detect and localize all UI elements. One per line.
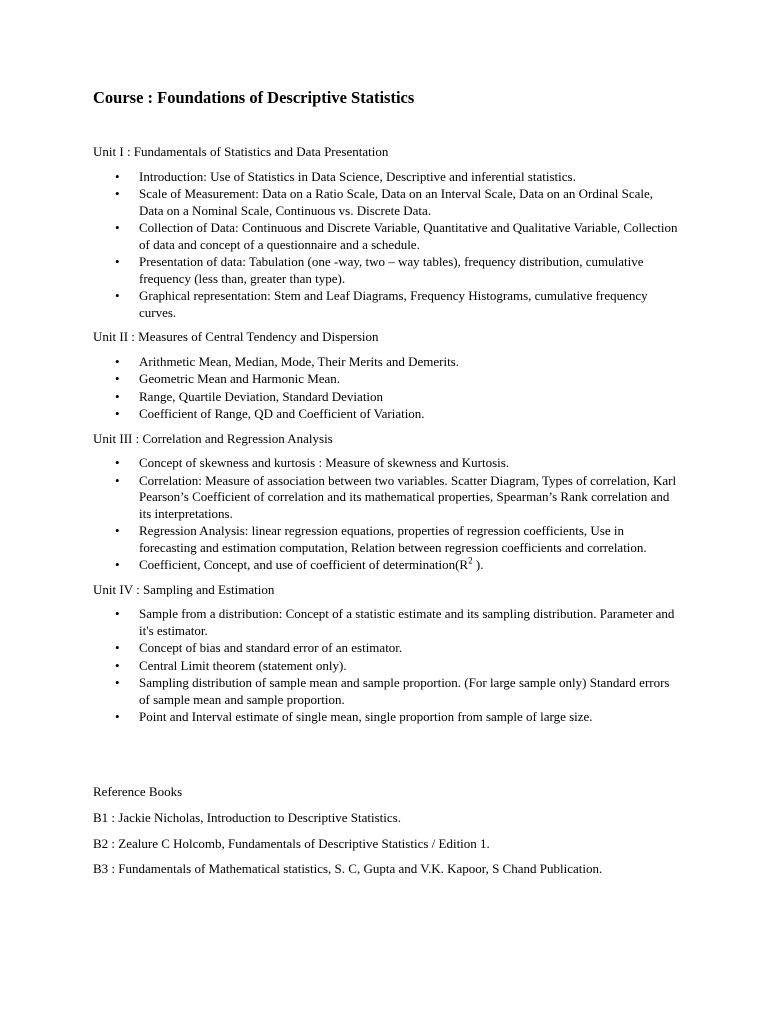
topic-item: • Arithmetic Mean, Median, Mode, Their Merits and Demerits.: [93, 354, 678, 371]
unit-topic-list: [93, 169, 678, 322]
topic-item: • Correlation: Measure of association between two variables. Scatter Diagram, Types of correlation, Karl Pearson’s Coefficient of correlation and its mathematical properties, Spearman’s Rank correlation and its interpretations.: [93, 473, 678, 523]
reference-books: [93, 784, 678, 878]
reference-item: B2 : Zealure C Holcomb, Fundamentals of Descriptive Statistics / Edition 1.: [93, 835, 490, 851]
unit-topic-list: [93, 606, 678, 726]
reference-item: B1 : Jackie Nicholas, Introduction to Descriptive Statistics.: [93, 810, 401, 825]
unit-heading: Unit I : Fundamentals of Statistics and Data Presentation: [93, 144, 389, 159]
unit-heading: Unit IV : Sampling and Estimation: [93, 581, 275, 597]
course-title: Course : Foundations of Descriptive Statistics: [93, 88, 415, 107]
reference-item: B3 : Fundamentals of Mathematical statistics, S. C, Gupta and V.K. Kapoor, S Chand Publication.: [93, 861, 603, 876]
topic-item: • Collection of Data: Continuous and Discrete Variable, Quantitative and Qualitative Variable, Collection of data and concept of a questionnaire and a schedule.: [93, 220, 678, 253]
topic-item: • Coefficient of Range, QD and Coefficient of Variation.: [93, 406, 678, 423]
superscript: 2: [468, 555, 473, 566]
topic-item: • Range, Quartile Deviation, Standard Deviation: [93, 389, 678, 406]
unit-1: [93, 144, 678, 321]
unit-topic-list: [93, 455, 678, 574]
topic-item: • Concept of skewness and kurtosis : Measure of skewness and Kurtosis.: [93, 455, 678, 472]
unit-2: [93, 329, 678, 423]
topic-item: • Presentation of data: Tabulation (one -way, two – way tables), frequency distribution, cumulative frequency (less than, greater than type).: [93, 254, 678, 287]
topic-item: • Scale of Measurement: Data on a Ratio Scale, Data on an Interval Scale, Data on an Ordinal Scale, Data on a Nominal Scale, Continuous vs. Discrete Data.: [93, 186, 678, 219]
topic-item: • Geometric Mean and Harmonic Mean.: [93, 371, 678, 388]
topic-item: • Introduction: Use of Statistics in Data Science, Descriptive and inferential statistics.: [93, 169, 678, 186]
unit-topic-list: [93, 354, 678, 423]
topic-item: • Sample from a distribution: Concept of a statistic estimate and its sampling distribution. Parameter and it's estimator.: [93, 606, 678, 639]
unit-heading: Unit II : Measures of Central Tendency and Dispersion: [93, 329, 379, 344]
unit-3: [93, 431, 678, 574]
unit-heading: Unit III : Correlation and Regression Analysis: [93, 430, 333, 446]
topic-item: [93, 557, 678, 574]
topic-item: • Graphical representation: Stem and Leaf Diagrams, Frequency Histograms, cumulative frequency curves.: [93, 288, 678, 321]
reference-heading: Reference Books: [93, 783, 183, 799]
topic-item: • Concept of bias and standard error of an estimator.: [93, 640, 678, 657]
topic-item: • Point and Interval estimate of single mean, single proportion from sample of large size.: [93, 709, 678, 726]
topic-item: • Sampling distribution of sample mean and sample proportion. (For large sample only) Standard errors of sample mean and sample proportion.: [93, 675, 678, 708]
topic-item: • Central Limit theorem (statement only).: [93, 658, 678, 675]
topic-text: Coefficient, Concept, and use of coefficient of determination(R: [139, 557, 469, 572]
unit-4: [93, 582, 678, 726]
topic-text: ).: [472, 557, 484, 572]
topic-item: • Regression Analysis: linear regression equations, properties of regression coefficients, Use in forecasting and estimation computation, Relation between regression coefficients and correlation.: [93, 523, 678, 556]
